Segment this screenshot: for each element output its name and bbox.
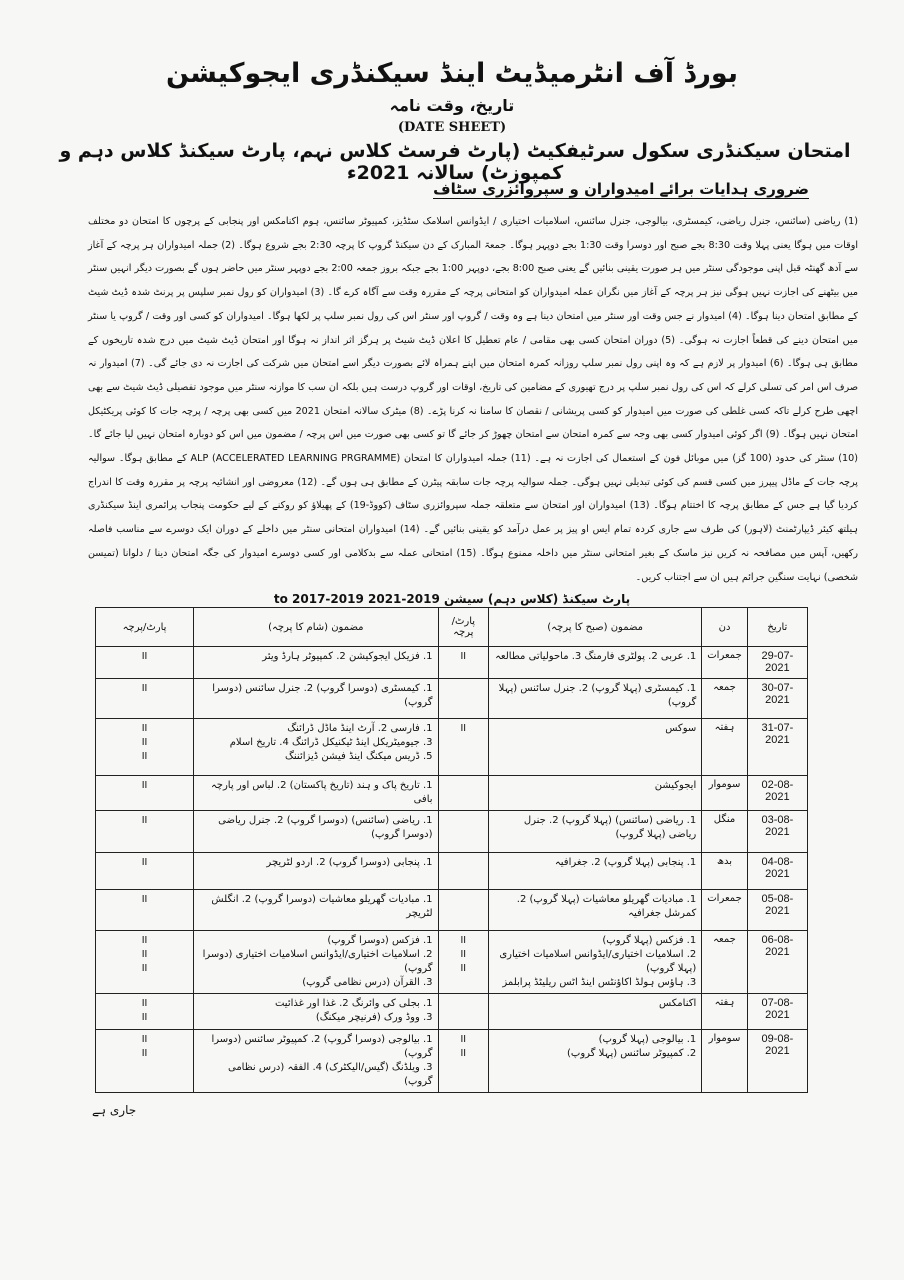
morning-subject-line: سوکس xyxy=(665,723,697,734)
day-cell: جمعہ xyxy=(702,679,748,719)
morning-part-cell xyxy=(438,679,489,719)
evening-subject-cell xyxy=(194,1030,438,1093)
date-sheet-table xyxy=(95,607,808,1093)
header-day: دن xyxy=(702,608,748,647)
morning-part-line: II xyxy=(460,723,467,734)
instructions-text: (1) ریاضی (سائنس، جنرل ریاضی، کیمسٹری، بیالوجی، جنرل سائنس، اسلامیات اختیاری / ایڈوانس اسلامک سٹڈیز، کمپیوٹر سائنس، ہوم اکنامکس اور پنجابی کے پرچوں کا امتحان دو مختلف اوقات میں ہوگا یعنی پہلا وقت 8:30 بجے صبح اور دوسرا وقت 1:30 بجے دوپہر ہوگا۔ جمعۃ المبارک کے دن سیکنڈ گروپ کا پرچہ 2:30 بجے شروع ہوگا۔ (2) جملہ امیدواران ہر پرچہ کے آغاز سے آدھ گھنٹہ قبل اپنی موجودگی سنٹر میں ہر صورت یقینی بنائیں گے یعنی صبح 8:00 بجے، دوپہر 1:00 بجے جبکہ بروز جمعہ 2:00 بجے دوپہر سنٹر میں حاضر ہوں گے بصورت دیگر انہیں سنٹر میں بیٹھنے کی اجازت نہیں ہوگی نیز ہر پرچہ کے آغاز میں نگران عملہ امیدواران کو امتحانی پرچہ کے مقررہ وقت سے آگاہ کرے گا۔ (3) امیدواران کو رول نمبر سلپس پر پرنٹ شدہ ڈیٹ شیٹ کے مطابق امتحان دینا ہوگا۔ (4) امیدوار نے جس وقت اور سنٹر میں امتحان دینا ہے وہ وقت / گروپ اور سنٹر اس کی رول نمبر سلپ پر لکھا ہوگا۔ امیدواران کو کسی اور وقت / گروپ یا سنٹر میں امتحان دینے کی قطعاً اجازت نہ ہوگی۔ (5) دوران امتحان کسی بھی مقامی / عام تعطیل کا اعلان ڈیٹ شیٹ پر ہرگز اثر انداز نہ ہوگا اور امتحان ڈیٹ شیٹ میں درج شدہ تاریخوں کے مطابق ہی ہوگا۔ (6) امیدوار پر لازم ہے کہ وہ اپنی رول نمبر سلپ روزانہ کمرہ امتحان میں اپنے ہمراہ لائے بصورت دیگر اسے امتحان میں شرکت کی اجازت نہ دی جائے گی۔ (7) امیدوار نہ صرف اس امر کی تسلی کرلے کہ اس کی رول نمبر سلپ پر درج تھیوری کے مضامین کی تاریخ، اوقات اور گروپ درست ہیں بلکہ ان سب کا موازنہ سنٹر میں موجود تفصیلی ڈیٹ شیٹ سے بھی اچھی طرح کرلے تاکہ کسی غلطی کی صورت میں امیدوار کو کسی پریشانی / نقصان کا سامنا نہ کرنا پڑے۔ (8) میٹرک سالانہ امتحان 2021 میں کسی بھی پرچہ / پرچہ جات کا کوئی پریکٹیکل امتحان نہیں ہوگا۔ (9) اگر کوئی امیدوار کسی بھی وجہ سے کمرہ امتحان سے امتحان چھوڑ کر جائے گا تو کسی بھی صورت میں اس پرچہ / مضمون میں اس کو دوبارہ امتحان نہیں لیا جائے گا۔ (10) سنٹر کی حدود (100 گز) میں موبائل فون کے استعمال کی اجازت نہ ہے۔ (11) جملہ امیدواران کا امتحان (ACCELERATED LEARNING PRGRAMME) ALP کے مطابق ہوگا۔ سوالیہ پرچہ جات کے ماڈل پیپرز میں کسی قسم کی کوئی تبدیلی نہیں ہوگی۔ جملہ سوالیہ پرچہ جات سابقہ پیٹرن کے مطابق ہی ہوں گے۔ (12) معروضی اور انشائیہ پرچہ پر مقررہ وقت کا اندراج کردیا گیا ہے جس کے مطابق پرچہ کا اختتام ہوگا۔ (13) امیدواران اور امتحان سے متعلقہ جملہ سپروائزری سٹاف (کووڈ-19) کے پھیلاؤ کو روکنے کے لیے حکومت پنجاب پرائمری اینڈ سیکنڈری ہیلتھ کیئر ڈیپارٹمنٹ (لاہور) کی طرف سے جاری کردہ تمام ایس او پیز پر عمل درآمد کو یقینی بنائیں گے۔ (14) امیدواران امتحانی سنٹر میں داخلے کے دوران ایک دوسرے سے مناسب فاصلہ رکھیں، آپس میں مصافحہ نہ کریں نیز ماسک کے بغیر امتحانی سنٹر میں داخلہ ممنوع ہوگا۔ (15) امتحانی عملہ سے بدکلامی اور کسی دوسرے امیدوار کی جگہ امتحان دینا / دلوانا (تمیسن شخصی) نہایت سنگین جرائم ہیں ان سے اجتناب کریں۔ xyxy=(88,216,859,583)
evening-subject-line: 3. القرآن (درس نظامی گروپ) xyxy=(302,977,433,988)
morning-part-cell xyxy=(438,1030,489,1093)
date-cell: 04-08-2021 xyxy=(747,853,807,890)
day-cell: جمعرات xyxy=(702,647,748,679)
header-date: تاریخ xyxy=(747,608,807,647)
morning-part-line: II xyxy=(460,1048,467,1059)
date-cell: 30-07-2021 xyxy=(747,679,807,719)
morning-part-line: II xyxy=(460,935,467,946)
header-morning-part: پارٹ/پرچہ xyxy=(438,608,489,647)
evening-subject-line: 1. بجلی کی وائرنگ 2. غذا اور غذائیت xyxy=(274,998,433,1009)
morning-subject-line: 1. پنجابی (پہلا گروپ) 2. جغرافیہ xyxy=(554,857,697,868)
table-header-row xyxy=(96,608,808,647)
morning-subject-line: 1. ریاضی (سائنس) (پہلا گروپ) 2. جنرل ریاضی (پہلا گروپ) xyxy=(523,815,697,840)
header-morning-subject: مضمون (صبح کا پرچہ) xyxy=(489,608,702,647)
session-title: پارٹ سیکنڈ (کلاس دہم) سیشن 2019-2021 to 2017-2019 xyxy=(273,592,631,606)
evening-subject-cell xyxy=(194,890,438,931)
day-cell: سوموار xyxy=(702,776,748,811)
evening-part-line: II xyxy=(141,815,148,826)
morning-subject-line: ایجوکیشن xyxy=(654,780,697,791)
morning-part-cell xyxy=(438,719,489,776)
date-cell: 29-07-2021 xyxy=(747,647,807,679)
morning-part-line: II xyxy=(460,651,467,662)
morning-subject-cell xyxy=(489,679,702,719)
evening-subject-line: 1. فارسی 2. آرٹ اینڈ ماڈل ڈرائنگ xyxy=(287,723,433,734)
evening-part-line: II xyxy=(141,998,148,1009)
morning-part-line: II xyxy=(460,949,467,960)
morning-subject-cell xyxy=(489,994,702,1030)
morning-subject-line: 1. فزکس (پہلا گروپ) xyxy=(602,935,697,946)
evening-part-cell xyxy=(96,719,194,776)
evening-subject-line: 1. پنجابی (دوسرا گروپ) 2. اردو لٹریچر xyxy=(266,857,433,868)
table-row xyxy=(96,776,808,811)
morning-subject-line: 3. ہاؤس ہولڈ اکاؤنٹس اینڈ اٹس ریلیٹڈ پرابلمز xyxy=(502,977,697,988)
morning-subject-line: 2. اسلامیات اختیاری/ایڈوانس اسلامیات اختیاری (پہلا گروپ) xyxy=(499,949,697,974)
morning-subject-line: 1. عربی 2. پولٹری فارمنگ 3. ماحولیاتی مطالعہ xyxy=(495,651,697,662)
evening-part-line: II xyxy=(141,1034,148,1045)
evening-part-line: II xyxy=(141,737,148,748)
evening-subject-cell xyxy=(194,719,438,776)
morning-subject-cell xyxy=(489,890,702,931)
evening-subject-cell xyxy=(194,647,438,679)
evening-part-cell xyxy=(96,1030,194,1093)
day-cell: ہفتہ xyxy=(702,719,748,776)
table-row xyxy=(96,679,808,719)
table-body xyxy=(96,647,808,1093)
date-sheet-label: (DATE SHEET) xyxy=(397,120,507,135)
evening-part-line: II xyxy=(141,857,148,868)
morning-part-cell xyxy=(438,931,489,994)
table-row xyxy=(96,811,808,853)
exam-title: امتحان سیکنڈری سکول سرٹیفکیٹ (پارٹ فرسٹ کلاس نہم، پارٹ سیکنڈ کلاس دہم و کمپوزٹ) سالانہ 2021ء xyxy=(59,140,851,184)
date-cell: 31-07-2021 xyxy=(747,719,807,776)
day-cell: ہفتہ xyxy=(702,994,748,1030)
instructions-title: ضروری ہدایات برائے امیدواران و سپروائزری سٹاف xyxy=(433,180,809,198)
table-row xyxy=(96,994,808,1030)
morning-subject-cell xyxy=(489,811,702,853)
evening-part-cell xyxy=(96,931,194,994)
evening-subject-line: 3. ویلڈنگ (گیس/الیکٹرک) 4. الفقہ (درس نظامی گروپ) xyxy=(227,1062,433,1087)
morning-part-line: II xyxy=(460,963,467,974)
day-cell: جمعہ xyxy=(702,931,748,994)
evening-part-line: II xyxy=(141,894,148,905)
continued-note: جاری ہے xyxy=(92,1103,137,1117)
morning-part-cell xyxy=(438,647,489,679)
morning-subject-cell xyxy=(489,647,702,679)
evening-subject-cell xyxy=(194,853,438,890)
evening-subject-line: 1. تاریخ پاک و ہند (تاریخ پاکستان) 2. لباس اور پارچہ بافی xyxy=(210,780,433,805)
morning-subject-cell xyxy=(489,719,702,776)
evening-subject-line: 1. مبادیات گھریلو معاشیات (دوسرا گروپ) 2. انگلش لٹریچر xyxy=(211,894,433,919)
header-evening-subject: مضمون (شام کا پرچہ) xyxy=(194,608,438,647)
morning-subject-line: 1. مبادیات گھریلو معاشیات (پہلا گروپ) 2. کمرشل جغرافیہ xyxy=(516,894,697,919)
evening-subject-cell xyxy=(194,811,438,853)
morning-part-cell xyxy=(438,853,489,890)
evening-subject-line: 1. فزکس (دوسرا گروپ) xyxy=(327,935,433,946)
evening-subject-line: 5. ڈریس میکنگ اینڈ فیشن ڈیزائننگ xyxy=(284,751,433,762)
day-cell: منگل xyxy=(702,811,748,853)
morning-part-line: II xyxy=(460,1034,467,1045)
morning-part-cell xyxy=(438,890,489,931)
evening-subject-cell xyxy=(194,931,438,994)
evening-subject-line: 1. فزیکل ایجوکیشن 2. کمپیوٹر ہارڈ ویئر xyxy=(262,651,433,662)
evening-part-line: II xyxy=(141,935,148,946)
evening-part-cell xyxy=(96,994,194,1030)
evening-subject-line: 3. ووڈ ورک (فرنیچر میکنگ) xyxy=(315,1012,433,1023)
morning-subject-line: 1. کیمسٹری (پہلا گروپ) 2. جنرل سائنس (پہلا گروپ) xyxy=(498,683,697,708)
morning-part-cell xyxy=(438,776,489,811)
morning-subject-cell xyxy=(489,1030,702,1093)
evening-subject-line: 1. بیالوجی (دوسرا گروپ) 2. کمپیوٹر سائنس (دوسرا گروپ) xyxy=(211,1034,433,1059)
morning-part-cell xyxy=(438,811,489,853)
table-row xyxy=(96,719,808,776)
evening-part-cell xyxy=(96,890,194,931)
evening-part-line: II xyxy=(141,751,148,762)
morning-subject-line: اکنامکس xyxy=(659,998,697,1009)
evening-part-cell xyxy=(96,853,194,890)
evening-part-cell xyxy=(96,679,194,719)
table-row xyxy=(96,853,808,890)
evening-part-line: II xyxy=(141,1012,148,1023)
table-row xyxy=(96,1030,808,1093)
evening-part-line: II xyxy=(141,963,148,974)
date-cell: 07-08-2021 xyxy=(747,994,807,1030)
evening-part-cell xyxy=(96,811,194,853)
evening-subject-line: 2. اسلامیات اختیاری/ایڈوانس اسلامیات اختیاری (دوسرا گروپ) xyxy=(202,949,433,974)
date-cell: 02-08-2021 xyxy=(747,776,807,811)
evening-part-cell xyxy=(96,776,194,811)
day-cell: جمعرات xyxy=(702,890,748,931)
board-title: بورڈ آف انٹرمیڈیٹ اینڈ سیکنڈری ایجوکیشن xyxy=(166,58,738,89)
date-cell: 05-08-2021 xyxy=(747,890,807,931)
day-cell: سوموار xyxy=(702,1030,748,1093)
evening-part-line: II xyxy=(141,780,148,791)
evening-subject-cell xyxy=(194,776,438,811)
evening-subject-line: 3. جیومیٹریکل اینڈ ٹیکنیکل ڈرائنگ 4. تاریخ اسلام xyxy=(229,737,433,748)
header-evening-part: پارٹ/پرچہ xyxy=(96,608,194,647)
evening-part-line: II xyxy=(141,949,148,960)
evening-subject-line: 1. کیمسٹری (دوسرا گروپ) 2. جنرل سائنس (دوسرا گروپ) xyxy=(212,683,433,708)
evening-part-line: II xyxy=(141,1048,148,1059)
date-cell: 03-08-2021 xyxy=(747,811,807,853)
table-row xyxy=(96,890,808,931)
date-sheet-subtitle: تاریخ، وقت نامہ xyxy=(389,96,515,115)
morning-subject-cell xyxy=(489,776,702,811)
date-cell: 09-08-2021 xyxy=(747,1030,807,1093)
morning-subject-line: 1. بیالوجی (پہلا گروپ) xyxy=(598,1034,697,1045)
morning-subject-line: 2. کمپیوٹر سائنس (پہلا گروپ) xyxy=(567,1048,697,1059)
date-cell: 06-08-2021 xyxy=(747,931,807,994)
evening-part-line: II xyxy=(141,723,148,734)
evening-subject-cell xyxy=(194,679,438,719)
evening-subject-line: 1. ریاضی (سائنس) (دوسرا گروپ) 2. جنرل ریاضی (دوسرا گروپ) xyxy=(218,815,433,840)
morning-subject-cell xyxy=(489,853,702,890)
evening-part-line: II xyxy=(141,683,148,694)
morning-part-cell xyxy=(438,994,489,1030)
evening-subject-cell xyxy=(194,994,438,1030)
morning-subject-cell xyxy=(489,931,702,994)
table-row xyxy=(96,931,808,994)
evening-part-line: II xyxy=(141,651,148,662)
evening-part-cell xyxy=(96,647,194,679)
table-row xyxy=(96,647,808,679)
day-cell: بدھ xyxy=(702,853,748,890)
